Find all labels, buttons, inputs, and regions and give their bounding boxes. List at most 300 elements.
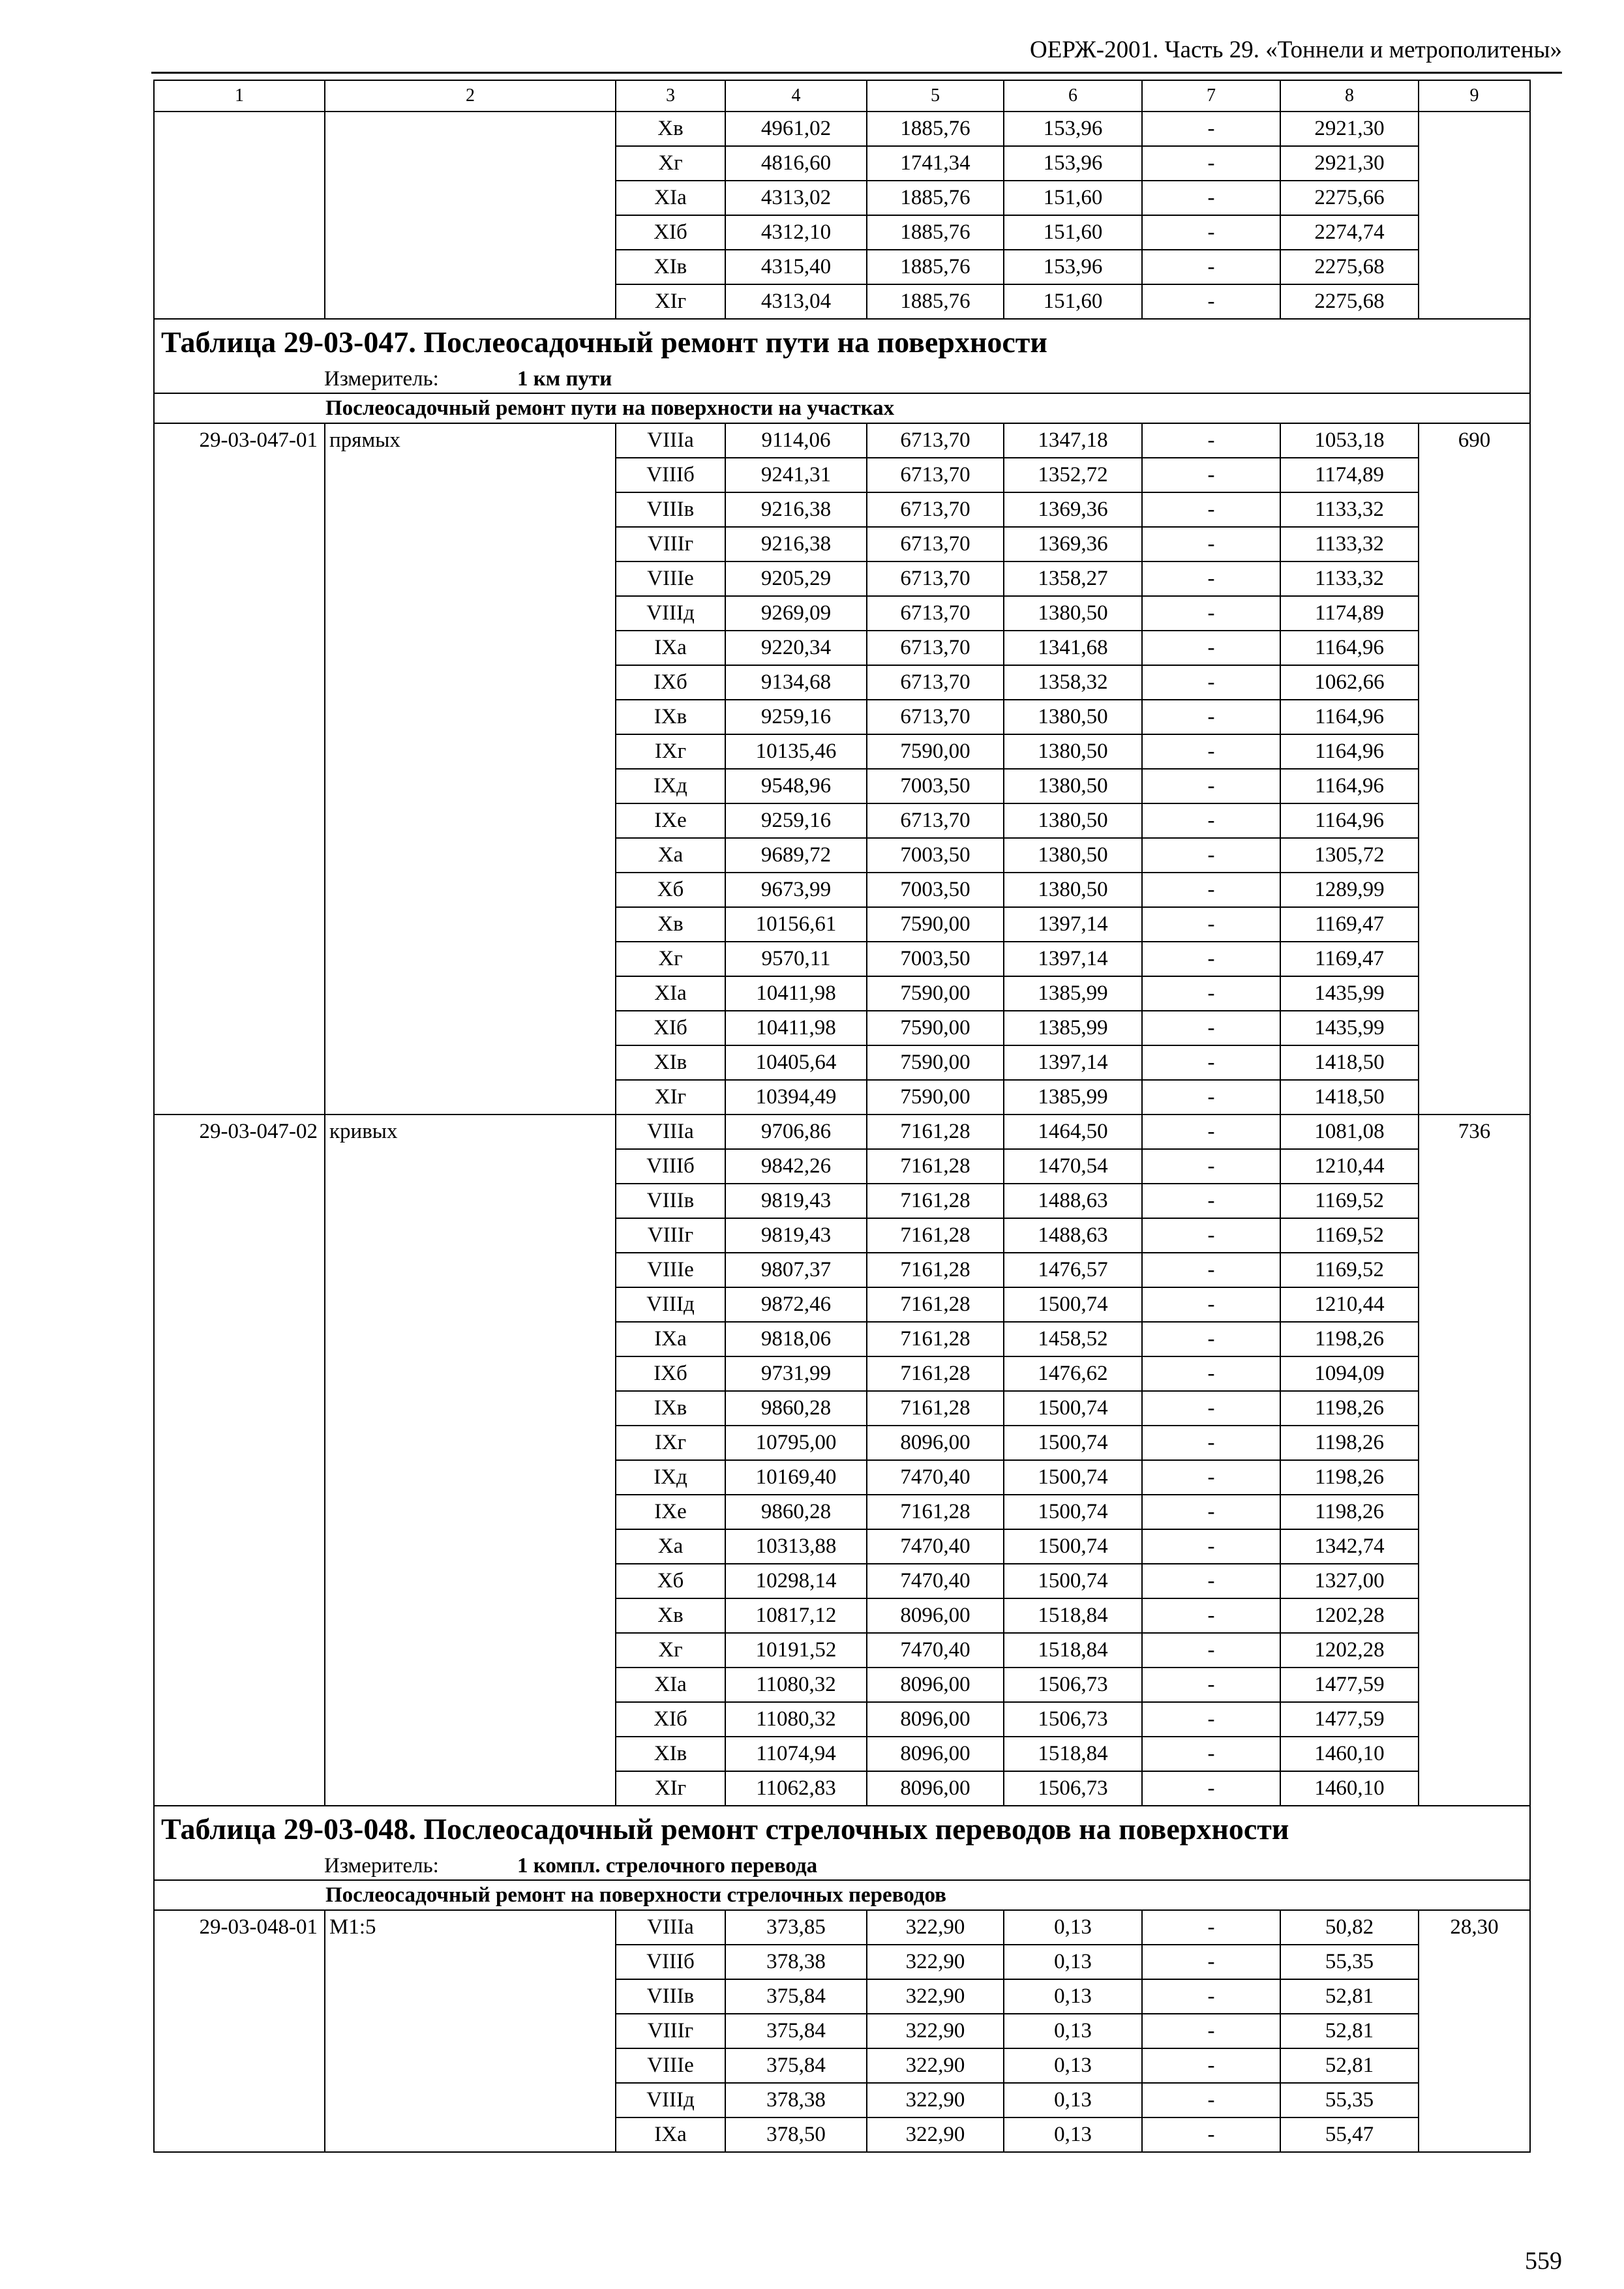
value-cell: 1380,50 [1004,873,1142,907]
value-cell: 9269,09 [725,596,867,631]
running-header: ОЕРЖ-2001. Часть 29. «Тоннели и метрополитены» [1030,37,1562,63]
value-cell: 153,96 [1004,250,1142,284]
value-cell: 7161,28 [867,1356,1004,1391]
value-cell: 2921,30 [1280,112,1419,146]
value-cell: 7590,00 [867,1080,1004,1115]
value-cell: 7470,40 [867,1529,1004,1564]
value-cell: 7470,40 [867,1564,1004,1598]
value-cell: - [1142,734,1280,769]
value-cell: 1470,54 [1004,1149,1142,1184]
value-cell: 8096,00 [867,1426,1004,1460]
value-cell: VIIIд [616,2083,725,2117]
value-cell: 9220,34 [725,631,867,665]
value-cell: 7590,00 [867,1011,1004,1045]
value-cell: 1358,32 [1004,665,1142,700]
value-cell: - [1142,1598,1280,1633]
value-cell: 6713,70 [867,492,1004,527]
value-cell: 7590,00 [867,976,1004,1011]
column-number: 6 [1004,80,1142,112]
value-cell: - [1142,2083,1280,2117]
value-cell: 1169,47 [1280,942,1419,976]
value-cell: 1352,72 [1004,458,1142,492]
value-cell: 1397,14 [1004,907,1142,942]
value-cell: 6713,70 [867,700,1004,734]
value-cell: 1169,52 [1280,1184,1419,1218]
value-cell: 1081,08 [1280,1115,1419,1149]
table-row [154,1910,1530,1945]
value-cell: - [1142,1737,1280,1771]
value-cell: 2921,30 [1280,146,1419,181]
value-cell: - [1142,873,1280,907]
value-cell: 1885,76 [867,181,1004,215]
value-cell: 378,38 [725,1945,867,1979]
value-cell: 7470,40 [867,1633,1004,1668]
value-cell: IXв [616,700,725,734]
value-cell: 1164,96 [1280,803,1419,838]
value-cell: 1198,26 [1280,1391,1419,1426]
value-cell: 55,47 [1280,2117,1419,2152]
value-cell: 1062,66 [1280,665,1419,700]
measure-value: 1 компл. стрелочного перевода [517,1854,818,1878]
value-cell: 9259,16 [725,700,867,734]
value-cell: 1397,14 [1004,1045,1142,1080]
value-cell: XIа [616,976,725,1011]
value-cell: Xв [616,907,725,942]
value-cell: 6713,70 [867,561,1004,596]
table-row [154,112,1530,146]
value-cell: 378,38 [725,2083,867,2117]
value-cell: 10156,61 [725,907,867,942]
value-cell: 9216,38 [725,527,867,561]
value-cell: IXе [616,803,725,838]
value-cell: 0,13 [1004,2117,1142,2152]
value-cell: IXа [616,631,725,665]
value-cell: 1369,36 [1004,527,1142,561]
value-cell: 9673,99 [725,873,867,907]
value-cell: - [1142,561,1280,596]
measure-label: Измеритель: [324,1854,439,1878]
value-cell: 7161,28 [867,1149,1004,1184]
value-cell: 7590,00 [867,1045,1004,1080]
value-cell: Xб [616,1564,725,1598]
value-cell: VIIIе [616,2048,725,2083]
value-cell: 7161,28 [867,1115,1004,1149]
value-cell: 10411,98 [725,1011,867,1045]
value-cell: 1476,57 [1004,1253,1142,1287]
value-cell: 1518,84 [1004,1737,1142,1771]
value-cell: 1500,74 [1004,1529,1142,1564]
value-cell: 1380,50 [1004,838,1142,873]
value-cell: XIв [616,250,725,284]
measure-row [154,365,1530,393]
value-cell: 9872,46 [725,1287,867,1322]
value-cell: 9548,96 [725,769,867,803]
value-cell: 1198,26 [1280,1426,1419,1460]
value-cell: 375,84 [725,2048,867,2083]
value-cell: - [1142,284,1280,319]
measure-cell [154,365,1530,393]
value-cell: 9731,99 [725,1356,867,1391]
value-cell: VIIIе [616,561,725,596]
value-cell: 1418,50 [1280,1045,1419,1080]
value-cell: 1476,62 [1004,1356,1142,1391]
value-cell: 4312,10 [725,215,867,250]
column-number: 9 [1419,80,1530,112]
value-cell: 153,96 [1004,146,1142,181]
value-cell: 4961,02 [725,112,867,146]
value-cell: 0,13 [1004,1979,1142,2014]
value-cell: - [1142,665,1280,700]
value-cell: - [1142,976,1280,1011]
value-cell: XIа [616,181,725,215]
measure-row [154,1852,1530,1880]
value-cell: 1164,96 [1280,631,1419,665]
value-cell: 322,90 [867,2048,1004,2083]
value-cell: 1164,96 [1280,700,1419,734]
norms-table [153,80,1531,2153]
section-title: Таблица 29-03-047. Послеосадочный ремонт пути на поверхности [154,319,1530,365]
value-cell: 1094,09 [1280,1356,1419,1391]
value-cell: - [1142,700,1280,734]
value-cell: 1133,32 [1280,492,1419,527]
value-cell: 10817,12 [725,1598,867,1633]
section-subtitle-row [154,393,1530,423]
value-cell: 0,13 [1004,2014,1142,2048]
value-cell: Xа [616,838,725,873]
value-cell: 2275,68 [1280,250,1419,284]
value-cell: 52,81 [1280,2014,1419,2048]
value-cell: 8096,00 [867,1702,1004,1737]
value-cell: 9860,28 [725,1495,867,1529]
value-cell: XIг [616,284,725,319]
table-row [154,423,1530,458]
value-cell: 1885,76 [867,250,1004,284]
value-cell: 1198,26 [1280,1495,1419,1529]
value-cell: 1500,74 [1004,1287,1142,1322]
value-cell: 10795,00 [725,1426,867,1460]
value-cell: - [1142,181,1280,215]
value-cell: - [1142,1253,1280,1287]
value-cell: 375,84 [725,1979,867,2014]
value-cell: 6713,70 [867,596,1004,631]
value-cell: 10411,98 [725,976,867,1011]
value-cell: - [1142,1460,1280,1495]
value-cell: 9818,06 [725,1322,867,1356]
value-cell: 4816,60 [725,146,867,181]
column-number: 3 [616,80,725,112]
section-subtitle: Послеосадочный ремонт пути на поверхности на участках [154,393,1530,423]
value-cell: 322,90 [867,2014,1004,2048]
value-cell: 1506,73 [1004,1668,1142,1702]
value-cell: 1347,18 [1004,423,1142,458]
value-cell: 7003,50 [867,942,1004,976]
value-cell: 7161,28 [867,1495,1004,1529]
value-cell: 1289,99 [1280,873,1419,907]
value-cell: - [1142,1184,1280,1218]
value-cell: 1460,10 [1280,1771,1419,1806]
value-cell: - [1142,215,1280,250]
value-cell: 373,85 [725,1910,867,1945]
page-number: 559 [1525,2247,1562,2275]
value-cell: - [1142,1668,1280,1702]
value-cell: 8096,00 [867,1737,1004,1771]
value-cell: 1174,89 [1280,458,1419,492]
code-cell: 29-03-048-01 [154,1910,325,2152]
name-cell [325,112,616,319]
value-cell: 1380,50 [1004,769,1142,803]
value-cell: 1500,74 [1004,1391,1142,1426]
value-cell: - [1142,769,1280,803]
value-cell: 9860,28 [725,1391,867,1426]
value-cell: - [1142,942,1280,976]
value-cell: - [1142,803,1280,838]
value-cell: 1885,76 [867,284,1004,319]
value-cell: - [1142,146,1280,181]
value-cell: 378,50 [725,2117,867,2152]
value-cell: 1133,32 [1280,561,1419,596]
value-cell: 1500,74 [1004,1495,1142,1529]
measure-value: 1 км пути [517,367,612,391]
value-cell: - [1142,596,1280,631]
value-cell: 10135,46 [725,734,867,769]
value-cell: 7161,28 [867,1184,1004,1218]
value-cell: 0,13 [1004,2083,1142,2117]
value-cell: 153,96 [1004,112,1142,146]
value-cell: IXг [616,1426,725,1460]
value-cell: 1369,36 [1004,492,1142,527]
value-cell: 1198,26 [1280,1460,1419,1495]
value-cell: 10405,64 [725,1045,867,1080]
value-cell: 2275,66 [1280,181,1419,215]
value-cell: 9134,68 [725,665,867,700]
value-cell: VIIIе [616,1253,725,1287]
code-cell: 29-03-047-02 [154,1115,325,1806]
value-cell: - [1142,1045,1280,1080]
code-cell: 29-03-047-01 [154,423,325,1115]
value-cell: VIIIд [616,1287,725,1322]
value-cell: 9819,43 [725,1218,867,1253]
value-cell: 9570,11 [725,942,867,976]
value-cell: VIIIа [616,1910,725,1945]
value-cell: 1053,18 [1280,423,1419,458]
table-row [154,1115,1530,1149]
value-cell: - [1142,1910,1280,1945]
measure-label: Измеритель: [324,367,439,391]
value-cell: 1741,34 [867,146,1004,181]
extra-cell: 690 [1419,423,1530,1115]
value-cell: 8096,00 [867,1598,1004,1633]
value-cell: 0,13 [1004,2048,1142,2083]
value-cell: 1418,50 [1280,1080,1419,1115]
column-number: 7 [1142,80,1280,112]
value-cell: 322,90 [867,1910,1004,1945]
value-cell: 8096,00 [867,1668,1004,1702]
value-cell: XIг [616,1771,725,1806]
value-cell: 9842,26 [725,1149,867,1184]
value-cell: XIб [616,1702,725,1737]
value-cell: - [1142,112,1280,146]
value-cell: - [1142,1115,1280,1149]
value-cell: IXа [616,2117,725,2152]
value-cell: - [1142,527,1280,561]
value-cell: 1385,99 [1004,1080,1142,1115]
value-cell: 2274,74 [1280,215,1419,250]
value-cell: 10169,40 [725,1460,867,1495]
value-cell: XIб [616,1011,725,1045]
value-cell: 1305,72 [1280,838,1419,873]
value-cell: 1380,50 [1004,596,1142,631]
value-cell: VIIIд [616,596,725,631]
value-cell: XIг [616,1080,725,1115]
value-cell: - [1142,1356,1280,1391]
value-cell: - [1142,838,1280,873]
value-cell: IXв [616,1391,725,1426]
name-cell: кривых [325,1115,616,1806]
value-cell: VIIIг [616,527,725,561]
value-cell: - [1142,2014,1280,2048]
value-cell: 7161,28 [867,1253,1004,1287]
value-cell: 322,90 [867,1979,1004,2014]
value-cell: 7590,00 [867,734,1004,769]
column-number-row [154,80,1530,112]
column-number: 5 [867,80,1004,112]
value-cell: 1198,26 [1280,1322,1419,1356]
value-cell: IXг [616,734,725,769]
value-cell: 9241,31 [725,458,867,492]
value-cell: VIIIв [616,492,725,527]
value-cell: - [1142,1979,1280,2014]
value-cell: 0,13 [1004,1910,1142,1945]
value-cell: VIIIб [616,1149,725,1184]
value-cell: 1169,52 [1280,1253,1419,1287]
value-cell: 1500,74 [1004,1564,1142,1598]
value-cell: - [1142,250,1280,284]
value-cell: 9114,06 [725,423,867,458]
value-cell: 1488,63 [1004,1184,1142,1218]
value-cell: 9259,16 [725,803,867,838]
value-cell: - [1142,631,1280,665]
value-cell: - [1142,1564,1280,1598]
extra-cell: 28,30 [1419,1910,1530,2152]
value-cell: 1358,27 [1004,561,1142,596]
value-cell: 0,13 [1004,1945,1142,1979]
value-cell: 4313,02 [725,181,867,215]
value-cell: IXа [616,1322,725,1356]
value-cell: VIIIб [616,1945,725,1979]
value-cell: - [1142,423,1280,458]
value-cell: 2275,68 [1280,284,1419,319]
value-cell: 11062,83 [725,1771,867,1806]
value-cell: 1488,63 [1004,1218,1142,1253]
section-subtitle-row [154,1880,1530,1910]
value-cell: 1202,28 [1280,1598,1419,1633]
value-cell: 322,90 [867,1945,1004,1979]
value-cell: 1385,99 [1004,1011,1142,1045]
value-cell: 1164,96 [1280,734,1419,769]
name-cell: прямых [325,423,616,1115]
value-cell: Xг [616,942,725,976]
value-cell: VIIIа [616,423,725,458]
code-cell [154,112,325,319]
value-cell: 1458,52 [1004,1322,1142,1356]
column-number: 1 [154,80,325,112]
value-cell: 1460,10 [1280,1737,1419,1771]
value-cell: 4313,04 [725,284,867,319]
value-cell: - [1142,1218,1280,1253]
extra-cell: 736 [1419,1115,1530,1806]
value-cell: - [1142,1529,1280,1564]
value-cell: 6713,70 [867,423,1004,458]
value-cell: 1506,73 [1004,1702,1142,1737]
value-cell: 1341,68 [1004,631,1142,665]
value-cell: 10394,49 [725,1080,867,1115]
value-cell: 50,82 [1280,1910,1419,1945]
value-cell: 11080,32 [725,1668,867,1702]
value-cell: 6713,70 [867,631,1004,665]
value-cell: 6713,70 [867,458,1004,492]
value-cell: 1464,50 [1004,1115,1142,1149]
value-cell: 9807,37 [725,1253,867,1287]
column-number: 8 [1280,80,1419,112]
value-cell: 1202,28 [1280,1633,1419,1668]
value-cell: 55,35 [1280,1945,1419,1979]
value-cell: VIIIг [616,1218,725,1253]
value-cell: 1506,73 [1004,1771,1142,1806]
value-cell: 7161,28 [867,1322,1004,1356]
value-cell: IXб [616,1356,725,1391]
value-cell: 7161,28 [867,1218,1004,1253]
value-cell: 7161,28 [867,1391,1004,1426]
value-cell: VIIIб [616,458,725,492]
value-cell: 6713,70 [867,527,1004,561]
value-cell: 9819,43 [725,1184,867,1218]
value-cell: 1885,76 [867,112,1004,146]
value-cell: 7003,50 [867,838,1004,873]
value-cell: 151,60 [1004,181,1142,215]
value-cell: 1133,32 [1280,527,1419,561]
value-cell: - [1142,1011,1280,1045]
value-cell: - [1142,1149,1280,1184]
value-cell: IXд [616,769,725,803]
measure-cell [154,1852,1530,1880]
value-cell: Xв [616,112,725,146]
value-cell: Xг [616,1633,725,1668]
value-cell: IXд [616,1460,725,1495]
extra-cell [1419,112,1530,319]
value-cell: - [1142,2048,1280,2083]
value-cell: 9689,72 [725,838,867,873]
value-cell: - [1142,1391,1280,1426]
value-cell: 1210,44 [1280,1287,1419,1322]
value-cell: - [1142,1495,1280,1529]
value-cell: 10313,88 [725,1529,867,1564]
value-cell: 55,35 [1280,2083,1419,2117]
value-cell: 1885,76 [867,215,1004,250]
section-title-row [154,319,1530,365]
value-cell: - [1142,1287,1280,1322]
value-cell: 1164,96 [1280,769,1419,803]
section-title: Таблица 29-03-048. Послеосадочный ремонт стрелочных переводов на поверхности [154,1806,1530,1852]
value-cell: Xв [616,1598,725,1633]
value-cell: 375,84 [725,2014,867,2048]
value-cell: - [1142,1322,1280,1356]
section-subtitle: Послеосадочный ремонт на поверхности стрелочных переводов [154,1880,1530,1910]
value-cell: Xа [616,1529,725,1564]
section-title-row [154,1806,1530,1852]
value-cell: - [1142,458,1280,492]
value-cell: - [1142,2117,1280,2152]
value-cell: XIа [616,1668,725,1702]
